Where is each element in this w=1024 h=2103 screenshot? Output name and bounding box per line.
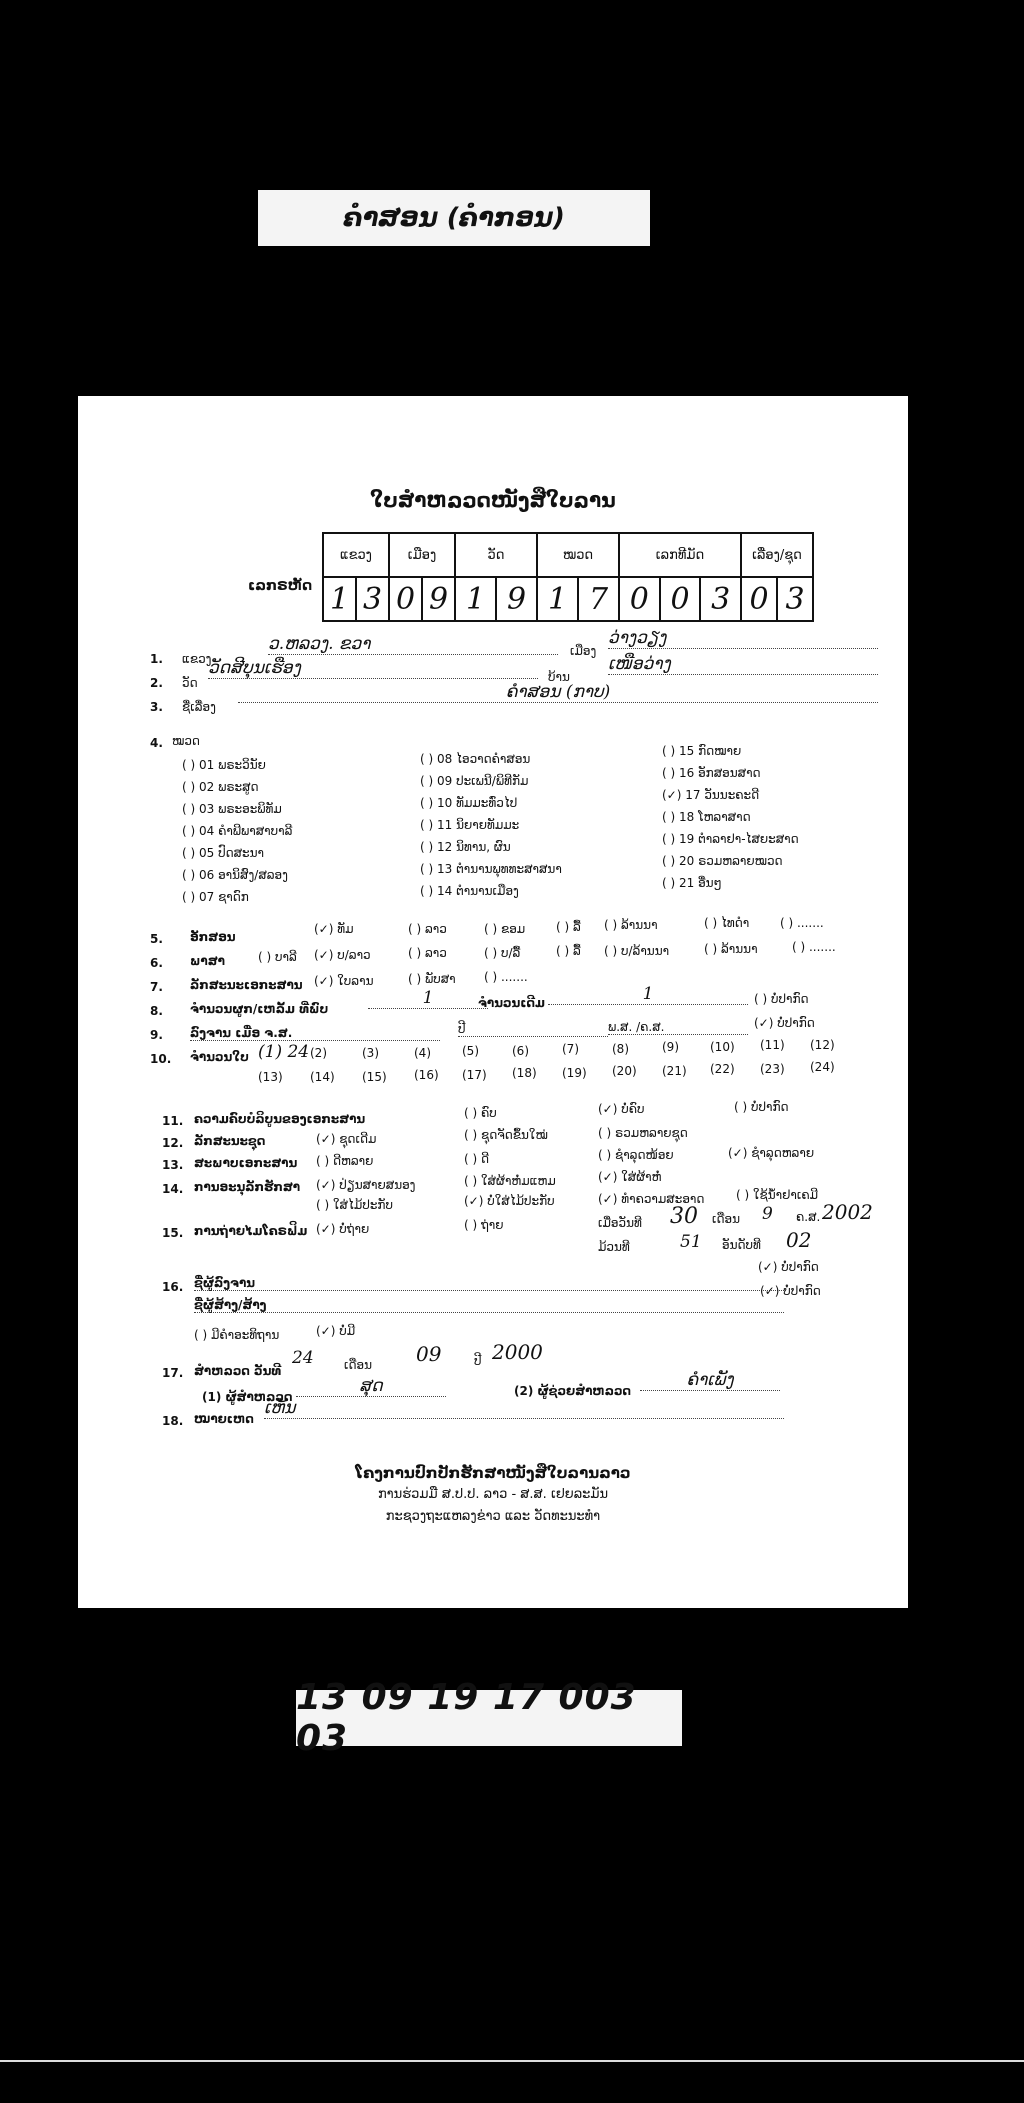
line-number: 14. <box>162 1182 184 1196</box>
leaf-count-cell: (8) <box>612 1042 629 1056</box>
code-header: ເລກທີມັດ <box>619 533 741 577</box>
language-label: ພາສາ <box>190 954 225 968</box>
line-number: 3. <box>150 700 163 714</box>
leaf-count-cell: (2) <box>310 1046 327 1060</box>
be-ad-label: ພ.ສ. /ຄ.ສ. <box>608 1020 748 1035</box>
leaf-count-label: ຈຳນວນໃບ <box>190 1050 249 1064</box>
category-option: ( ) 11 ນິຍາຍທັມມະ <box>420 818 520 832</box>
leaf-count-cell: (24) <box>810 1060 835 1074</box>
bundle-count-value: 1 <box>368 988 488 1009</box>
code-digit: 1 <box>537 577 578 621</box>
line-number: 1. <box>150 652 163 666</box>
category-option: ( ) 05 ປົດສະນາ <box>182 846 265 860</box>
leaf-count-cell: (6) <box>512 1044 529 1058</box>
form-title: ໃບສຳຫລວດໜັງສືໃບລານ <box>370 488 616 512</box>
line-number: 15. <box>162 1226 184 1240</box>
language-option: ( ) ບ/ລື້ <box>484 946 521 960</box>
condition-option: (✓) ຊຳລຸດຫລາຍ <box>728 1146 815 1160</box>
leaf-count-cell: (11) <box>760 1038 785 1052</box>
leaf-count-cell: (18) <box>512 1066 537 1080</box>
category-option: ( ) 06 ອານິສົງ/ສລອງ <box>182 868 288 882</box>
microfilm-roll: 51 <box>680 1232 702 1252</box>
category-col-2 <box>420 748 562 902</box>
language-option: ( ) ລ້ານນາ <box>704 942 758 956</box>
assistant-value: ຄຳເພັງ <box>640 1370 780 1391</box>
material-option: (✓) ໃບລານ <box>314 974 374 988</box>
remarks-label: ໝາຍເຫດ <box>194 1412 254 1426</box>
category-option: ( ) 03 ພຣະອະພິທັມ <box>182 802 282 816</box>
title-value: ຄຳສອນ (ກາບ) <box>238 682 878 703</box>
original-count-value: 1 <box>548 984 748 1005</box>
code-digit: 7 <box>578 577 619 621</box>
category-option: ( ) 09 ປະເພນີ/ພິທີກັມ <box>420 774 529 788</box>
category-option: ( ) 19 ຕຳລາຢາ-ໄສຍະສາດ <box>662 832 799 846</box>
donor-label: ຊື່ຜູ້ສ້າງ/ສ້າງ <box>194 1298 784 1313</box>
assistant-label: (2) ຜູ້ຊ່ວຍສຳຫລວດ <box>514 1384 632 1398</box>
category-option: ( ) 13 ຕຳນານພຸທທະສາສນາ <box>420 862 562 876</box>
conservation-option: (✓) ໃສ່ຜ້າຫໍ່ <box>598 1170 662 1184</box>
village-label: ບ້ານ <box>548 670 570 684</box>
category-option: ( ) 01 ພຣະວິນັຍ <box>182 758 266 772</box>
code-digit: 3 <box>356 577 389 621</box>
microfilm-year: 2002 <box>822 1200 873 1224</box>
set-type-option: (✓) ຊຸດເດີມ <box>316 1132 377 1146</box>
leaf-count-cell: (9) <box>662 1040 679 1054</box>
original-count-label: ຈຳນວນເດີມ <box>478 996 546 1010</box>
bundle-unknown-option: ( ) ບໍ່ປາກົດ <box>754 992 809 1006</box>
footer-cooperation: ການຮ່ວມມື ສ.ປ.ປ. ລາວ - ສ.ສ. ເຢຍລະມັນ <box>377 1487 609 1502</box>
code-table <box>322 532 814 622</box>
category-option: ( ) 20 ຣວມຫລາຍໝວດ <box>662 854 783 868</box>
year-label: ປີ <box>458 1022 608 1037</box>
material-option: ( ) ພັບສາ <box>408 972 456 986</box>
code-digit: 9 <box>496 577 537 621</box>
category-option: ( ) 08 ໄອວາດຄຳສອນ <box>420 752 531 766</box>
line-number: 7. <box>150 980 163 994</box>
category-option: ( ) 21 ອື່ນໆ <box>662 876 722 890</box>
temple-label: ວັດ <box>182 676 198 690</box>
province-value: ວ.ຫລວງ. ຂວາ <box>268 634 558 655</box>
conservation-option: ( ) ໃສ່ໄມ້ປະກັບ <box>316 1198 393 1212</box>
village-value: ເໜືອວ່າງ <box>608 654 878 675</box>
survey-form-sheet <box>78 396 908 1608</box>
microfilm-month-label: ເດືອນ <box>712 1212 741 1226</box>
script-option: ( ) ....... <box>780 916 824 930</box>
microfilm-year-label: ຄ.ສ. <box>796 1210 821 1224</box>
leaf-count-cell: (23) <box>760 1062 785 1076</box>
conservation-option: (✓) ປ່ຽນສາຍສນອງ <box>316 1178 416 1192</box>
province-label: ແຂວງ <box>182 652 212 666</box>
code-digit: 0 <box>660 577 701 621</box>
category-col-1 <box>182 754 292 908</box>
form-footer <box>78 1462 908 1528</box>
survey-date-label: ສຳຫລວດ ວັນທີ <box>194 1364 282 1378</box>
microfilm-frame-label: ອັນດັບທີ <box>722 1238 761 1252</box>
condition-option: ( ) ດີຫລາຍ <box>316 1154 374 1168</box>
script-option: ( ) ລື້ <box>556 920 581 934</box>
condition-option: ( ) ຊຳລຸດໜ້ອຍ <box>598 1148 674 1162</box>
material-label: ລັກສະນະເອກະສານ <box>190 978 303 992</box>
code-header: ແຂວງ <box>323 533 389 577</box>
code-header: ວັດ <box>455 533 537 577</box>
line-number: 4. <box>150 736 163 750</box>
leaf-count-cell: (17) <box>462 1068 487 1082</box>
category-option: ( ) 14 ຕຳນານເມືອງ <box>420 884 519 898</box>
remarks-value: ເຫັນ <box>264 1398 784 1419</box>
leaf-count-cell: (14) <box>310 1070 335 1084</box>
date-written-label: ລົງຈານ ເມື່ອ ຈ.ສ. <box>190 1026 440 1041</box>
conservation-option: ( ) ໃຊ້ນ້ຳຢາເຄມີ <box>736 1188 819 1202</box>
line-number: 18. <box>162 1414 184 1428</box>
code-header: ເມືອງ <box>389 533 455 577</box>
line-number: 9. <box>150 1028 163 1042</box>
line-number: 13. <box>162 1158 184 1172</box>
microfilm-frame: 02 <box>786 1228 812 1252</box>
code-digit: 3 <box>777 577 813 621</box>
completeness-option: ( ) ບໍ່ປາກົດ <box>734 1100 789 1114</box>
category-option: (✓) 17 ວັນນະຄະດີ <box>662 788 760 802</box>
bottom-code-label: 13 09 19 17 003 03 <box>296 1690 682 1746</box>
line-number: 16. <box>162 1280 184 1294</box>
material-option: ( ) ....... <box>484 970 528 984</box>
code-header: ເລື່ອງ/ຊຸດ <box>741 533 813 577</box>
leaf-count-cell: (19) <box>562 1066 587 1080</box>
surveyor-value: ສຸດ <box>296 1376 446 1397</box>
language-option: ( ) ບາລີ <box>258 950 297 964</box>
leaf-count-cell: (10) <box>710 1040 735 1054</box>
survey-day: 24 <box>292 1348 314 1368</box>
leaf-count-cell: (4) <box>414 1046 431 1060</box>
leaf-count-cell: (20) <box>612 1064 637 1078</box>
code-digit: 1 <box>455 577 496 621</box>
line-number: 8. <box>150 1004 163 1018</box>
script-label: ອັກສອນ <box>190 930 236 944</box>
script-option: ( ) ໄທດຳ <box>704 916 750 930</box>
survey-month-label: ເດືອນ <box>344 1358 373 1372</box>
code-digit: 0 <box>619 577 660 621</box>
microfilm-month: 9 <box>762 1204 773 1224</box>
top-title-label: ຄຳສອນ (ຄຳກອນ) <box>258 190 650 246</box>
category-option: ( ) 15 ກົດໝາຍ <box>662 744 742 758</box>
microfilm-date-label: ເມື່ອວັນທີ <box>598 1216 642 1230</box>
bundle-count-label: ຈຳນວນຜູກ/ເຫລັ້ມ ທີ່ພົບ <box>190 1002 329 1016</box>
leaf-count-cell: (21) <box>662 1064 687 1078</box>
footer-project: ໂຄງການປົກປັກຮັກສາໜັງສືໃບລານລາວ <box>355 1464 631 1482</box>
leaf-count-cell: (7) <box>562 1042 579 1056</box>
leaf-count-cell: (5) <box>462 1044 479 1058</box>
microfilm-day: 30 <box>670 1204 698 1229</box>
title-label: ຊື່ເລື່ອງ <box>182 700 216 714</box>
conservation-label: ການອະນຸລັກຮັກສາ <box>194 1180 301 1194</box>
scribe-label: ຊື່ຜູ້ລົງຈານ <box>194 1276 784 1291</box>
code-digit: 1 <box>323 577 356 621</box>
set-type-option: ( ) ຣວມຫລາຍຊຸດ <box>598 1126 688 1140</box>
city-value: ວ່າງວຽງ <box>608 628 878 649</box>
microfilm-option: ( ) ຖ່າຍ <box>464 1218 504 1232</box>
completeness-option: (✓) ບໍ່ຄົບ <box>598 1102 645 1116</box>
prayer-no-option: (✓) ບໍ່ມີ <box>316 1324 356 1338</box>
conservation-option: (✓) ບໍ່ໃສ່ໄມ້ປະກັບ <box>464 1194 555 1208</box>
donor-unknown-option: (✓) ບໍ່ປາກົດ <box>760 1284 821 1298</box>
leaf-count-cell: (13) <box>258 1070 283 1084</box>
line-number: 2. <box>150 676 163 690</box>
script-option: ( ) ລ້ານນາ <box>604 918 658 932</box>
line-number: 6. <box>150 956 163 970</box>
survey-year: 2000 <box>492 1340 543 1364</box>
language-option: ( ) ....... <box>792 940 836 954</box>
category-option: ( ) 02 ພຣະສູດ <box>182 780 259 794</box>
code-digit: 9 <box>422 577 455 621</box>
code-digit: 3 <box>700 577 741 621</box>
microfilm-option: (✓) ບໍ່ຖ່າຍ <box>316 1222 370 1236</box>
condition-label: ສະພາບເອກະສານ <box>194 1156 298 1170</box>
code-label: ເລກຣຫັດ <box>248 578 313 594</box>
category-option: ( ) 12 ນິທານ, ຜົນ <box>420 840 511 854</box>
line-number: 10. <box>150 1052 172 1066</box>
completeness-label: ຄວາມຄົບບໍລິບູນຂອງເອກະສານ <box>194 1112 366 1126</box>
footer-ministry: ກະຊວງຖະແຫລງຂ່າວ ແລະ ວັດທະນະທຳ <box>385 1509 601 1524</box>
script-option: ( ) ຂອມ <box>484 922 526 936</box>
language-option: (✓) ບ/ລາວ <box>314 948 371 962</box>
category-col-3 <box>662 740 799 894</box>
leaf-count-cell: (22) <box>710 1062 735 1076</box>
language-option: ( ) ລາວ <box>408 946 447 960</box>
leaf-count-cell: (12) <box>810 1038 835 1052</box>
category-option: ( ) 10 ທັມມະທົ່ວໄປ <box>420 796 518 810</box>
code-header: ໝວດ <box>537 533 619 577</box>
category-option: ( ) 18 ໂຫລາສາດ <box>662 810 751 824</box>
language-option: ( ) ລື້ <box>556 944 581 958</box>
temple-value: ວັດສີບຸນເຮືອງ <box>208 658 538 679</box>
line-number: 12. <box>162 1136 184 1150</box>
line-number: 17. <box>162 1366 184 1380</box>
code-digit: 0 <box>389 577 422 621</box>
line-number: 5. <box>150 932 163 946</box>
category-option: ( ) 04 ຄຳພີພາສາບາລີ <box>182 824 293 838</box>
conservation-option: (✓) ທຳຄວາມສະອາດ <box>598 1192 705 1206</box>
language-option: ( ) ບ/ລ້ານນາ <box>604 944 670 958</box>
bottom-divider <box>0 2060 1024 2062</box>
code-digit: 0 <box>741 577 777 621</box>
category-option: ( ) 16 ອັກສອນສາດ <box>662 766 761 780</box>
category-option: ( ) 07 ຊາດົກ <box>182 890 249 904</box>
set-type-option: ( ) ຊຸດຈັດຂຶ້ນໃໝ່ <box>464 1128 548 1142</box>
prayer-option: ( ) ມີຄຳອະທິຖານ <box>194 1328 280 1342</box>
microfilm-label: ການຖ່າຍໄມໂຄຣຟິມ <box>194 1224 308 1238</box>
script-option: (✓) ທັມ <box>314 922 354 936</box>
date-unknown-option: (✓) ບໍ່ປາກົດ <box>754 1016 815 1030</box>
survey-month: 09 <box>416 1342 442 1366</box>
leaf-count-cell: (16) <box>414 1068 439 1082</box>
line-number: 11. <box>162 1114 184 1128</box>
leaf-count-cell: (3) <box>362 1046 379 1060</box>
surveyor-label: (1) ຜູ້ສຳຫລວດ <box>202 1390 293 1404</box>
completeness-option: ( ) ຄົບ <box>464 1106 497 1120</box>
city-label: ເມືອງ <box>570 644 597 658</box>
leaf-count-cell: (1) 24 <box>258 1042 310 1062</box>
conservation-option: ( ) ໃສ່ຜ້າຫໍ່ມແຫມ <box>464 1174 556 1188</box>
condition-option: ( ) ດີ <box>464 1152 490 1166</box>
survey-year-label: ປີ <box>474 1354 482 1368</box>
set-type-label: ລັກສະນະຊຸດ <box>194 1134 266 1148</box>
category-label: ໝວດ <box>172 734 200 748</box>
microfilm-roll-label: ມ້ວນທີ <box>598 1240 630 1254</box>
leaf-count-cell: (15) <box>362 1070 387 1084</box>
script-option: ( ) ລາວ <box>408 922 447 936</box>
scribe-unknown-option: (✓) ບໍ່ປາກົດ <box>758 1260 819 1274</box>
